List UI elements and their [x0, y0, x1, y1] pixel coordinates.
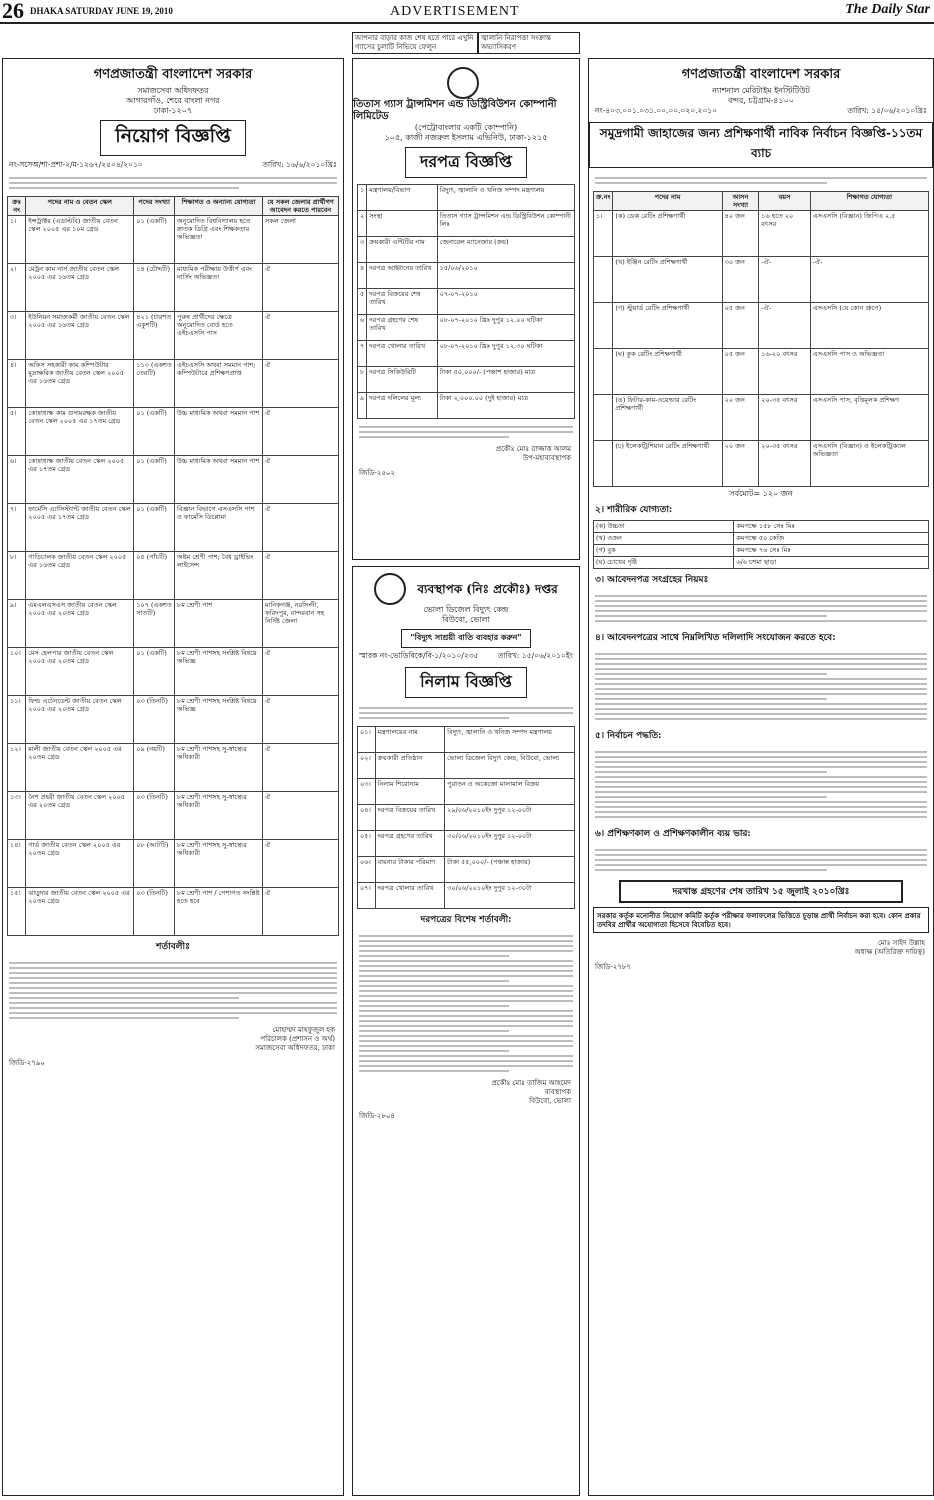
table-cell: -ঐ-	[759, 303, 810, 349]
table-cell: ১০৭ (একশত সাতটি)	[134, 600, 175, 648]
table-cell: মানিকগঞ্জ, নরসিংদী, ফরিদপুর, বান্দরবান সহ নির্দিষ্ট জেলা	[262, 600, 338, 648]
table-cell: মন্ত্রণালয়/বিভাগ	[367, 185, 437, 211]
ref-number: নং-সসেঅ/শা-প্রশা-২/ম-১২৬৭/২৫০৪/২০১০	[9, 160, 143, 169]
table-row	[8, 552, 339, 600]
table-row	[358, 367, 575, 393]
table-row	[8, 360, 339, 408]
table-cell: ৪।	[8, 360, 26, 408]
table-cell: ২০ জন	[722, 395, 759, 441]
table-row	[594, 521, 929, 533]
table-cell: ০৫।	[358, 831, 376, 857]
table-row	[8, 216, 339, 264]
page-number: 26	[2, 0, 24, 23]
table-row	[8, 696, 339, 744]
table-cell: ৩০/০৬/২০১০ইং দুপুর ১২-০০টা	[445, 831, 575, 857]
dept-address: আগারগাঁও, শেরে বাংলা নগর	[126, 96, 220, 105]
table-cell: উচ্চ মাধ্যমিক অথবা সমমান পাশ	[175, 456, 263, 504]
table-cell: ঝাড়ুদার জাতীয় বেতন স্কেল ২০০৫ এর ২০তম গ্রেড	[26, 888, 134, 936]
table-cell	[594, 441, 613, 487]
signer-office: বিউবো, ভোলা	[529, 1097, 571, 1105]
table-cell: ৪০ জন	[722, 211, 759, 257]
company-address: ১০৫, কাজী নজরুল ইসলাম এভিনিউ, ঢাকা-১২১৫	[384, 133, 548, 142]
table-cell: মাধ্যমিক পরীক্ষায় উত্তীর্ণ এবং নার্সিং অভিজ্ঞতা	[175, 264, 263, 312]
signer-office: সমাজসেবা অধিদফতর, ঢাকা	[255, 1044, 335, 1052]
table-cell: টাকা ৫৫,০০০/- (পঞ্চান্ন হাজার)	[445, 857, 575, 883]
office-name: ব্যবস্থাপক (নিঃ প্রকৌঃ) দপ্তর	[417, 582, 558, 596]
table-cell: ২	[358, 211, 367, 237]
table-cell: দরপত্র গ্রহণের শেষ তারিখ	[367, 315, 437, 341]
table-cell: দরপত্র আহ্বানের তারিখ	[367, 263, 437, 289]
table-row	[594, 441, 929, 487]
table-cell: কমপক্ষে ১৫৮ সেঃ মিঃ	[734, 521, 929, 533]
table-cell: ৩	[358, 237, 367, 263]
bpdb-logo-icon	[374, 573, 406, 605]
energy-safety-note: জ্বালানি নিরাপত্তা সংক্রান্ত অভ্যাসিকরণ	[478, 32, 580, 54]
table-row	[8, 312, 339, 360]
table-cell: ০২।	[358, 753, 376, 779]
table-cell: ৫	[358, 289, 367, 315]
table-cell: বিদ্যুৎ, জ্বালানি ও খনিজ সম্পদ মন্ত্রণালয়	[445, 727, 575, 753]
dept-city: ঢাকা-১২০৭	[153, 106, 193, 115]
table-cell: নৈশ প্রহরী জাতীয় বেতন স্কেল ২০০৫ এর ২০তম গ্রেড	[26, 792, 134, 840]
table-cell: ০১ (একটি)	[134, 456, 175, 504]
col-header: পদের নাম ও বেতন স্কেল	[26, 197, 134, 216]
table-cell: ৪	[358, 263, 367, 289]
table-cell: ঐ	[262, 264, 338, 312]
signer-name: মোহাম্মদ মাহফুজুল হক	[272, 1026, 335, 1034]
table-cell: ০৯ (নয়টি)	[134, 744, 175, 792]
signature-block	[353, 443, 579, 465]
table-cell: ৮ম শ্রেণী পাশসহ সু-স্বাস্থ্যের অধিকারী	[175, 840, 263, 888]
table-row	[358, 831, 575, 857]
conditions-text	[3, 957, 343, 1024]
table-row	[8, 744, 339, 792]
table-cell: দরপত্র দলিলের মূল্য	[367, 393, 437, 419]
table-cell: (ঘ) কুক রেটিং প্রশিক্ষণার্থী	[613, 349, 722, 395]
section-text	[589, 746, 933, 823]
table-cell: ক্রয়কারী প্রতিষ্ঠান	[375, 753, 445, 779]
table-row	[594, 257, 929, 303]
table-cell: ক্রয়কারী এন্টিটির নাম	[367, 237, 437, 263]
table-cell: ১০।	[8, 648, 26, 696]
table-cell: ৪২১ (চারশত একুশটি)	[134, 312, 175, 360]
table-cell: মেস হেলপার জাতীয় বেতন স্কেল ২০০৫ এর ২০তম গ্রেড	[26, 648, 134, 696]
table-row	[358, 779, 575, 805]
table-row	[358, 727, 575, 753]
table-row	[594, 533, 929, 545]
table-cell: (ক) ডেক রেটিং প্রশিক্ষণার্থী	[613, 211, 722, 257]
signer-name: মোঃ সাইদ উল্লাহ	[877, 939, 925, 947]
table-cell: ১৫।	[8, 888, 26, 936]
table-row	[8, 456, 339, 504]
table-cell: ১৬ হতে ২০ বৎসর	[759, 211, 810, 257]
table-cell: বিজ্ঞান বিভাগে এসএসসি পাশ ও ফার্মেসি ডিপ্লোমা	[175, 504, 263, 552]
table-cell: (ঘ) চোখের দৃষ্টি	[594, 557, 734, 569]
table-cell: দরপত্র সিকিউরিটি	[367, 367, 437, 393]
table-row	[358, 341, 575, 367]
table-cell: ৬।	[8, 456, 26, 504]
table-cell: ইন্সট্রাক্টর (এডাল্টবি) জাতীয় বেতন স্কেল ২০০৫ এর ১০ম গ্রেড	[26, 216, 134, 264]
table-cell: ১	[358, 185, 367, 211]
table-cell: অফিস সহকারী কাম কম্পিউটার মুদ্রাক্ষরিক জাতীয় বেতন স্কেল ২০০৫ এর ১৬তম গ্রেড	[26, 360, 134, 408]
table-cell: কোষাধ্যক্ষ কাম গুদামরক্ষক জাতীয় বেতন স্কেল ২০০৫ এর ১৭তম গ্রেড	[26, 408, 134, 456]
auction-table	[357, 726, 575, 909]
section-heading: ৪। আবেদনপত্রের সাথে নিম্নলিখিত দলিলাদি সংযোজন করতে হবে:	[595, 633, 836, 643]
table-cell: ঐ	[262, 456, 338, 504]
table-cell: ০৫ (পাঁচটি)	[134, 552, 175, 600]
table-cell: গার্ড জাতীয় বেতন স্কেল ২০০৫ এর ২০তম গ্রেড	[26, 840, 134, 888]
table-cell: নিলাম শিরোনাম	[375, 779, 445, 805]
table-row	[358, 211, 575, 237]
ad-code: জিডি-২৫০২	[359, 469, 395, 477]
table-cell: পুরুষ প্রার্থীদের ক্ষেত্রে অনুমোদিত বোর্ড হতে এইচএসসি পাস	[175, 312, 263, 360]
ad-maritime-training	[588, 58, 934, 1496]
table-row	[8, 888, 339, 936]
table-row	[594, 557, 929, 569]
tender-table	[357, 184, 575, 419]
table-cell: এসএসসি পাস, বৃত্তিমূলক প্রশিক্ষণ	[810, 395, 928, 441]
table-row	[358, 315, 575, 341]
table-cell: ৮	[358, 367, 367, 393]
col-header: শিক্ষাগত যোগ্যতা	[810, 192, 928, 211]
table-cell: ৮।	[8, 552, 26, 600]
table-cell	[594, 303, 613, 349]
table-cell: ঐ	[262, 744, 338, 792]
table-row	[8, 600, 339, 648]
table-row	[594, 303, 929, 349]
table-cell: ঐ	[262, 648, 338, 696]
table-cell: ২।	[8, 264, 26, 312]
table-cell: ১৪ (চৌদ্দটি)	[134, 264, 175, 312]
table-cell: বায়নার টাকার পরিমাণ	[375, 857, 445, 883]
slogan: "বিদ্যুৎ সাশ্রয়ী বাতি ব্যবহার করুন"	[401, 629, 530, 648]
table-row	[358, 393, 575, 419]
section-text	[589, 844, 933, 876]
table-cell: ০৫ জন	[722, 303, 759, 349]
table-cell: ০৬।	[358, 857, 376, 883]
signer-role: উপ-মহাব্যবস্থাপক	[522, 454, 571, 462]
table-cell: ৬	[358, 315, 367, 341]
footnote: সরকার কর্তৃক মনোনীত নিয়োগ কমিটি কর্তৃক পরীক্ষার ফলাফলের ভিত্তিতে চূড়ান্ত প্রার্থী নির্বাচন করা হবে। কোন প্রকার তদবির প্রার্থীর অযোগ্যতা হিসেবে বিবেচিত হবে।	[593, 907, 929, 933]
gas-safety-note: আপনার বাড়ার কাজ শেষ হতে পারে এখুনি গ্যাসের চুলাটি নিভিয়ে ফেলুন	[352, 32, 478, 54]
tender-notes	[353, 421, 579, 443]
table-cell: ০৩ (তিনটি)	[134, 792, 175, 840]
conditions-title: শর্তাবলীঃ	[156, 942, 190, 952]
ad-code: জিডি-২৭৯০	[9, 1059, 45, 1067]
table-row	[358, 805, 575, 831]
table-cell: ইউনিয়ন সমাজকর্মী জাতীয় বেতন স্কেল ২০০৫ এর ১৬তম গ্রেড	[26, 312, 134, 360]
table-row	[358, 289, 575, 315]
intro-text	[589, 172, 933, 189]
table-cell: দরপত্র গ্রহণের তারিখ	[375, 831, 445, 857]
ad-bhola-auction	[352, 566, 580, 1496]
table-cell: ১২।	[8, 744, 26, 792]
table-row	[8, 408, 339, 456]
table-cell: ০১ (একটি)	[134, 216, 175, 264]
ad-titas-gas-tender	[352, 58, 580, 560]
gov-heading: গণপ্রজাতন্ত্রী বাংলাদেশ সরকার	[93, 67, 253, 82]
table-cell: (খ) ইঞ্জিন রেটিং প্রশিক্ষণার্থী	[613, 257, 722, 303]
table-cell: ০৪।	[358, 805, 376, 831]
table-cell: ঐ	[262, 840, 338, 888]
signature-block	[353, 1077, 579, 1108]
trainee-table	[593, 191, 929, 487]
col-header: যে সকল জেলার প্রার্থীগণ আবেদন করতে পারবেন	[262, 197, 338, 216]
table-cell: ২০-৩৫ বৎসর	[759, 395, 810, 441]
table-cell: ঐ	[262, 312, 338, 360]
table-cell: ১১৩ (একশত তেরটি)	[134, 360, 175, 408]
signer-role: অধ্যক্ষ (অতিরিক্ত দায়িত্ব)	[854, 948, 925, 956]
table-cell: ৬/৬ চশমা ছাড়া	[734, 557, 929, 569]
table-cell: এসএসসি (যে কোন গ্রুপে)	[810, 303, 928, 349]
section-heading: ৩। আবেদনপত্র সংগ্রহের নিয়মঃ	[595, 575, 709, 585]
table-cell: ০৮-০৭-২০১০ খ্রিঃ দুপুর ১২.৩০ ঘটিকা	[437, 341, 574, 367]
table-cell: -ঐ-	[759, 257, 810, 303]
table-cell: তিতাস গ্যাস ট্রান্সমিশন এন্ড ডিস্ট্রিবিউশন কোম্পানী লিঃ	[437, 211, 574, 237]
table-cell: ০৮-০৭-২০১০ খ্রিঃ দুপুর ১২.০০ ঘটিকা	[437, 315, 574, 341]
col-header: পদের নাম	[613, 192, 722, 211]
table-cell	[594, 395, 613, 441]
ref-date: তারিখ: ১৫/০৬/২০১০ইং	[497, 651, 573, 660]
ad-title: দরপত্র বিজ্ঞপ্তি	[405, 147, 527, 178]
table-cell: ঐ	[262, 504, 338, 552]
company-name: তিতাস গ্যাস ট্রান্সমিশন এন্ড ডিস্ট্রিবিউশন কোম্পানী লিমিটেড	[353, 99, 557, 122]
table-row	[358, 237, 575, 263]
table-row	[358, 185, 575, 211]
signer-name: প্রকৌঃ মোঃ রাজ্জাক আলম	[495, 445, 571, 453]
dept-name: সমাজসেবা অধিদফতর	[137, 86, 209, 95]
table-cell: এসএসসি (বিজ্ঞান) জিপিএ ২.৫	[810, 211, 928, 257]
ad-recruitment-social-services	[2, 58, 344, 1496]
table-cell: ০১ (একটি)	[134, 648, 175, 696]
table-cell: অনুমোদিত বিশ্ববিদ্যালয় হতে স্নাতক ডিগ্রি এবং শিক্ষকতার অভিজ্ঞতা	[175, 216, 263, 264]
table-cell: ১৬-২০ বৎসর	[759, 349, 810, 395]
table-cell: পুরাতন ও অকেজো মালামাল বিক্রয়	[445, 779, 575, 805]
section-text	[589, 590, 933, 627]
vacancy-table	[7, 196, 339, 936]
table-cell: ৯	[358, 393, 367, 419]
intro-text	[3, 172, 343, 194]
table-cell: ফিল্ড এটেনডেন্ট জাতীয় বেতন স্কেল ২০০৫ এর ২০তম গ্রেড	[26, 696, 134, 744]
table-cell: (গ) বুক	[594, 545, 734, 557]
physical-table	[593, 520, 929, 569]
table-row	[358, 883, 575, 909]
table-cell: -ঐ-	[810, 257, 928, 303]
table-row	[8, 264, 339, 312]
table-cell: ০৩।	[358, 779, 376, 805]
institute-name: ন্যাশনাল মেরিটাইম ইনস্টিটিউট	[712, 86, 810, 95]
table-cell: জেনারেল ম্যানেজার (ক্রয়)	[437, 237, 574, 263]
table-row	[8, 648, 339, 696]
table-row	[8, 840, 339, 888]
col-header: ক্র.নং	[594, 192, 613, 211]
table-cell: মন্ত্রণালয়ের নাম	[375, 727, 445, 753]
table-cell: সকল জেলা	[262, 216, 338, 264]
ref-number: নং-৪০৩.০০১.০৩১.০০.০০.০২০.২০১০	[595, 106, 718, 115]
table-row	[594, 545, 929, 557]
table-cell: ০৩ (তিনটি)	[134, 888, 175, 936]
section-heading: ৬। প্রশিক্ষণকাল ও প্রশিক্ষণকালীন ব্যয় ভার:	[595, 829, 751, 839]
table-cell: ঐ	[262, 792, 338, 840]
table-row	[594, 349, 929, 395]
table-cell: ২৯/০৬/২০১০ইং দুপুর ১২-০০টা	[445, 805, 575, 831]
table-cell: ঐ	[262, 360, 338, 408]
table-cell: ০১।	[358, 727, 376, 753]
table-cell: গাড়িচালক জাতীয় বেতন স্কেল ২০০৫ এর ১৬তম গ্রেড	[26, 552, 134, 600]
signer-name: প্রকৌঃ মোঃ তাজিম আহমেদ	[491, 1079, 571, 1087]
physical-title: ২। শারীরিক যোগ্যতা:	[595, 505, 673, 515]
signer-role: পরিচালক (প্রশাসন ও অর্থ)	[260, 1035, 335, 1043]
table-cell: ঐ	[262, 408, 338, 456]
table-cell: ৩০/০৬/২০১০ইং দুপুর ১২-৩০টা	[445, 883, 575, 909]
conditions-text	[353, 930, 579, 1077]
table-cell	[594, 257, 613, 303]
table-cell: (গ) স্টুয়ার্ড রেটিং প্রশিক্ষণার্থী	[613, 303, 722, 349]
table-cell: উচ্চ মাধ্যমিক অথবা সমমান পাশ	[175, 408, 263, 456]
table-cell: ২০ জন	[722, 441, 759, 487]
table-row	[594, 211, 929, 257]
table-cell: ০১ (একটি)	[134, 408, 175, 456]
table-cell: (ক) উচ্চতা	[594, 521, 734, 533]
table-cell: ০৭।	[358, 883, 376, 909]
table-cell: ফার্মেসি এ্যাসিস্ট্যান্ট জাতীয় বেতন স্কেল ২০০৫ এর ১৭তম গ্রেড	[26, 504, 134, 552]
table-cell: এসএসসি (বিজ্ঞান) ও ইলেকট্রিক্যাল অভিজ্ঞতা	[810, 441, 928, 487]
table-cell: (খ) ওজন	[594, 533, 734, 545]
table-cell: ০৮ (আটটি)	[134, 840, 175, 888]
table-cell: বিদ্যুৎ, জ্বালানি ও খনিজ সম্পদ মন্ত্রণালয়	[437, 185, 574, 211]
table-cell: ৯।	[8, 600, 26, 648]
table-cell: দরপত্র খোলার তারিখ	[367, 341, 437, 367]
table-cell: ৫।	[8, 408, 26, 456]
table-cell: ৮ম শ্রেণী পাশসহ সংশ্লিষ্ট বিষয়ে অভিজ্ঞ	[175, 648, 263, 696]
table-cell: (ঙ) ফিটার-কাম-ওয়েল্ডার রেটিং প্রশিক্ষণার্থী	[613, 395, 722, 441]
table-cell: টাকা ২,০০০.০০ (দুই হাজার) মাত্র	[437, 393, 574, 419]
table-cell: দরপত্র খোলার তারিখ	[375, 883, 445, 909]
signer-role: ব্যবস্থাপক	[544, 1088, 571, 1096]
table-cell: কমপক্ষে ৭৬ সেঃ মিঃ	[734, 545, 929, 557]
table-cell: ০৫ জন	[722, 349, 759, 395]
table-cell: কমপক্ষে ৫০ কেজি	[734, 533, 929, 545]
table-cell: ১৪।	[8, 840, 26, 888]
table-cell: কোষাধ্যক্ষ জাতীয় বেতন স্কেল ২০০৫ এর ১৭তম গ্রেড	[26, 456, 134, 504]
table-cell: অষ্টম শ্রেণী পাশ; বৈধ ড্রাইভিং লাইসেন্স	[175, 552, 263, 600]
col-header: পদের সংখ্যা	[134, 197, 175, 216]
table-cell: ঐ	[262, 696, 338, 744]
table-cell: ০৩ (তিনটি)	[134, 696, 175, 744]
table-cell: ৮ম শ্রেণী পাশ / পেশাগত সংশ্লিষ্ট হতে হবে	[175, 888, 263, 936]
ad-title: নিয়োগ বিজ্ঞপ্তি	[100, 120, 245, 156]
table-cell: ১।	[594, 211, 613, 257]
company-subtitle: (পেট্রোবাংলার একটি কোম্পানি)	[414, 123, 518, 132]
table-cell: ৮ম শ্রেণী পাশ	[175, 600, 263, 648]
table-cell: টাকা ৫০,০০০/- (পঞ্চাশ হাজার) মাত্র	[437, 367, 574, 393]
newspaper-brand: The Daily Star	[845, 2, 930, 17]
table-cell: ৮ম শ্রেণী পাশসহ সংশ্লিষ্ট বিষয়ে অভিজ্ঞ	[175, 696, 263, 744]
table-cell: ১১।	[8, 696, 26, 744]
table-cell: মেট্রন কাম নার্স জাতীয় বেতন স্কেল ২০০৫ এর ১৬তম গ্রেড	[26, 264, 134, 312]
col-header: আসন সংখ্যা	[722, 192, 759, 211]
table-row	[8, 504, 339, 552]
ad-code: জিডি-২৭৮৭	[595, 963, 631, 971]
table-cell: ৮ম শ্রেণী পাশসহ সু-স্বাস্থ্যের অধিকারী	[175, 744, 263, 792]
table-row	[358, 857, 575, 883]
table-cell: দরপত্র বিক্রয়ের শেষ তারিখ	[367, 289, 437, 315]
intro-text	[353, 702, 579, 724]
table-cell: এমএলএসএস জাতীয় বেতন স্কেল ২০০৫ এর ২০তম গ্রেড	[26, 600, 134, 648]
table-cell: ৭।	[8, 504, 26, 552]
section-text	[589, 648, 933, 725]
table-cell: সংস্থা	[367, 211, 437, 237]
ad-title: সমুদ্রগামী জাহাজের জন্য প্রশিক্ষণার্থী নাবিক নির্বাচন বিজ্ঞপ্তি-১১তম ব্যাচ	[589, 122, 933, 168]
issue-date: DHAKA SATURDAY JUNE 19, 2010	[30, 6, 173, 16]
table-cell: ৩০ জন	[722, 257, 759, 303]
signature-block	[3, 1024, 343, 1055]
signature-block	[589, 937, 933, 959]
table-cell: ঐ	[262, 888, 338, 936]
table-row	[594, 395, 929, 441]
table-cell	[594, 349, 613, 395]
table-cell: ১৫/০৬/২০১০	[437, 263, 574, 289]
table-cell: ১।	[8, 216, 26, 264]
table-cell: ভোলা ডিজেল বিদ্যুৎ কেন্দ্র, বিউবো, ভোলা	[445, 753, 575, 779]
station-name: ভোলা ডিজেল বিদ্যুৎ কেন্দ্র	[423, 605, 509, 614]
table-cell: এসএসসি পাস ও অভিজ্ঞতা	[810, 349, 928, 395]
table-cell: ৩।	[8, 312, 26, 360]
ad-code: জিডি-২৮০৪	[359, 1112, 395, 1120]
table-cell: ৭	[358, 341, 367, 367]
institute-location: বন্দর, চট্টগ্রাম-৪১০০	[728, 96, 794, 105]
table-row	[358, 263, 575, 289]
col-header: শিক্ষাগত ও অন্যান্য যোগ্যতা	[175, 197, 263, 216]
table-row	[8, 792, 339, 840]
conditions-title: দরপত্রের বিশেষ শর্তাবলী:	[420, 915, 512, 925]
table-cell: ০১ (একটি)	[134, 504, 175, 552]
ref-date: তারিখ: ১৬/৬/২০১০খ্রিঃ	[262, 160, 337, 169]
section-title: ADVERTISEMENT	[390, 4, 520, 19]
page-header	[0, 0, 934, 24]
ad-title: নিলাম বিজ্ঞপ্তি	[405, 667, 527, 698]
total-seats: সর্বমোট= ১২০ জন	[729, 489, 793, 498]
gov-heading: গণপ্রজাতন্ত্রী বাংলাদেশ সরকার	[681, 67, 841, 82]
ref-date: তারিখ: ১৫/০৬/২০১০খ্রিঃ	[847, 106, 927, 115]
table-cell: ২০-৩৫ বৎসর	[759, 441, 810, 487]
table-cell: ৮ম শ্রেণী পাশসহ সু-স্বাস্থ্যের অধিকারী	[175, 792, 263, 840]
station-place: বিউবো, ভোলা	[442, 615, 490, 624]
col-header: বয়স	[759, 192, 810, 211]
table-cell: এইচএসসি অথবা সমমান পাশ; কম্পিউটারে প্রশিক্ষণপ্রাপ্ত	[175, 360, 263, 408]
titas-logo-icon	[447, 67, 479, 99]
col-header: ক্রঃ নং	[8, 197, 26, 216]
table-cell: দরপত্র বিক্রয়ের তারিখ	[375, 805, 445, 831]
table-cell: (চ) ইলেকট্রিশিয়ান রেটিং প্রশিক্ষণার্থী	[613, 441, 722, 487]
deadline-box: দরখাস্ত গ্রহণের শেষ তারিখ ১৫ জুলাই ২০১০খ্রিঃ	[619, 880, 903, 903]
table-cell: ০৭-০৭-২০১০	[437, 289, 574, 315]
table-cell: ১৩।	[8, 792, 26, 840]
table-row	[358, 753, 575, 779]
top-notes	[352, 26, 578, 54]
table-cell: ঐ	[262, 552, 338, 600]
table-cell: মালী জাতীয় বেতন স্কেল ২০০৫ এর ২০তম গ্রেড	[26, 744, 134, 792]
section-heading: ৫। নির্বাচন পদ্ধতি:	[595, 731, 662, 741]
ref-number: স্মারক নং-ভোডিবিকে/বি-১/২০১০/২৩৫	[359, 651, 479, 660]
